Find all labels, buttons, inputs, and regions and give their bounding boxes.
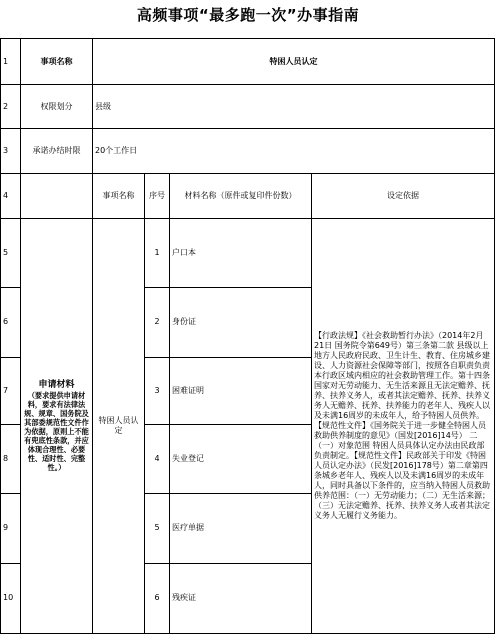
- materials-label-cell: [21, 218, 93, 633]
- header-material: 材料名称（原件或复印件份数）: [170, 173, 312, 218]
- material-name: 医疗单据: [170, 494, 312, 563]
- row-number: 8: [1, 424, 21, 493]
- header-basis: 设定依据: [312, 173, 495, 218]
- material-seq: 1: [145, 218, 170, 287]
- table-header-row: [1, 173, 495, 218]
- material-name: 残疾证: [170, 563, 312, 633]
- material-seq: 5: [145, 494, 170, 563]
- row-value: 特困人员认定: [93, 39, 495, 85]
- materials-note: （要求提供申请材料，要求有法律法规、规章、国务院及其部委规范性文件作为依据，原则上不能有兜底性条款，并应体现合理性、必要性、适时性、完整性。）: [24, 391, 89, 473]
- table-row: [1, 129, 495, 173]
- row-label: 承诺办结时限: [21, 129, 93, 173]
- row-label: 权限划分: [21, 85, 93, 129]
- row-number: 3: [1, 129, 21, 173]
- table-row: [1, 218, 495, 287]
- guide-table: [0, 38, 495, 634]
- material-seq: 6: [145, 563, 170, 633]
- row-number: 5: [1, 218, 21, 287]
- row-number: 9: [1, 494, 21, 563]
- legal-basis-text: 【行政法规】《社会救助暂行办法》（2014年2月21日 国务院令第649号）第三条第二款 县级以上地方人民政府民政、卫生计生、教育、住房城乡建设、人力资源社会保障等部门，按照各自职责负责本行政区域内相应的社会救助管理工作。第十四条 国家对无劳动能力、无生活来源且无法定赡养、抚养、扶养义务人，或者其法定赡养、抚养、扶养义务人无赡养、抚养、扶养能力的老年人、残疾人以及未满16周岁的未成年人，给予特困人员供养。【规范性文件】《国务院关于进一步健全特困人员救助供养制度的意见》（国发[2016]14号） 二（一）对象范围 特困人员具体认定办法由民政部负责制定。【规范性文件】民政部关于印发《特困人员认定办法》（民发[2016]178号）第二章第四条城乡老年人、残疾人以及未满16周岁的未成年人，同时具备以下条件的，应当纳入特困人员救助供养范围：（一）无劳动能力；（二）无生活来源；（三）无法定赡养、抚养、扶养义务人或者其法定义务人无履行义务能力。: [312, 218, 495, 633]
- table-row: [1, 39, 495, 85]
- material-name: 户口本: [170, 218, 312, 287]
- row-number: 10: [1, 563, 21, 633]
- row-value: 20个工作日: [93, 129, 495, 173]
- material-seq: 3: [145, 357, 170, 424]
- material-seq: 2: [145, 288, 170, 357]
- row-number: 6: [1, 288, 21, 357]
- materials-heading: 申请材料: [38, 379, 75, 390]
- page-title: 高频事项“最多跑一次”办事指南: [136, 6, 360, 24]
- material-name: 身份证: [170, 288, 312, 357]
- material-name: 失业登记: [170, 424, 312, 493]
- material-seq: 4: [145, 424, 170, 493]
- row-number: 2: [1, 85, 21, 129]
- header-blank: [21, 173, 93, 218]
- row-number: 1: [1, 39, 21, 85]
- row-value: 县级: [93, 85, 495, 129]
- row-number: 4: [1, 173, 21, 218]
- material-name: 困难证明: [170, 357, 312, 424]
- row-number: 7: [1, 357, 21, 424]
- row-label: 事项名称: [21, 39, 93, 85]
- table-row: [1, 85, 495, 129]
- materials-item-name: 特困人员认定: [93, 218, 145, 633]
- header-seq: 序号: [145, 173, 170, 218]
- header-item-name: 事项名称: [93, 173, 145, 218]
